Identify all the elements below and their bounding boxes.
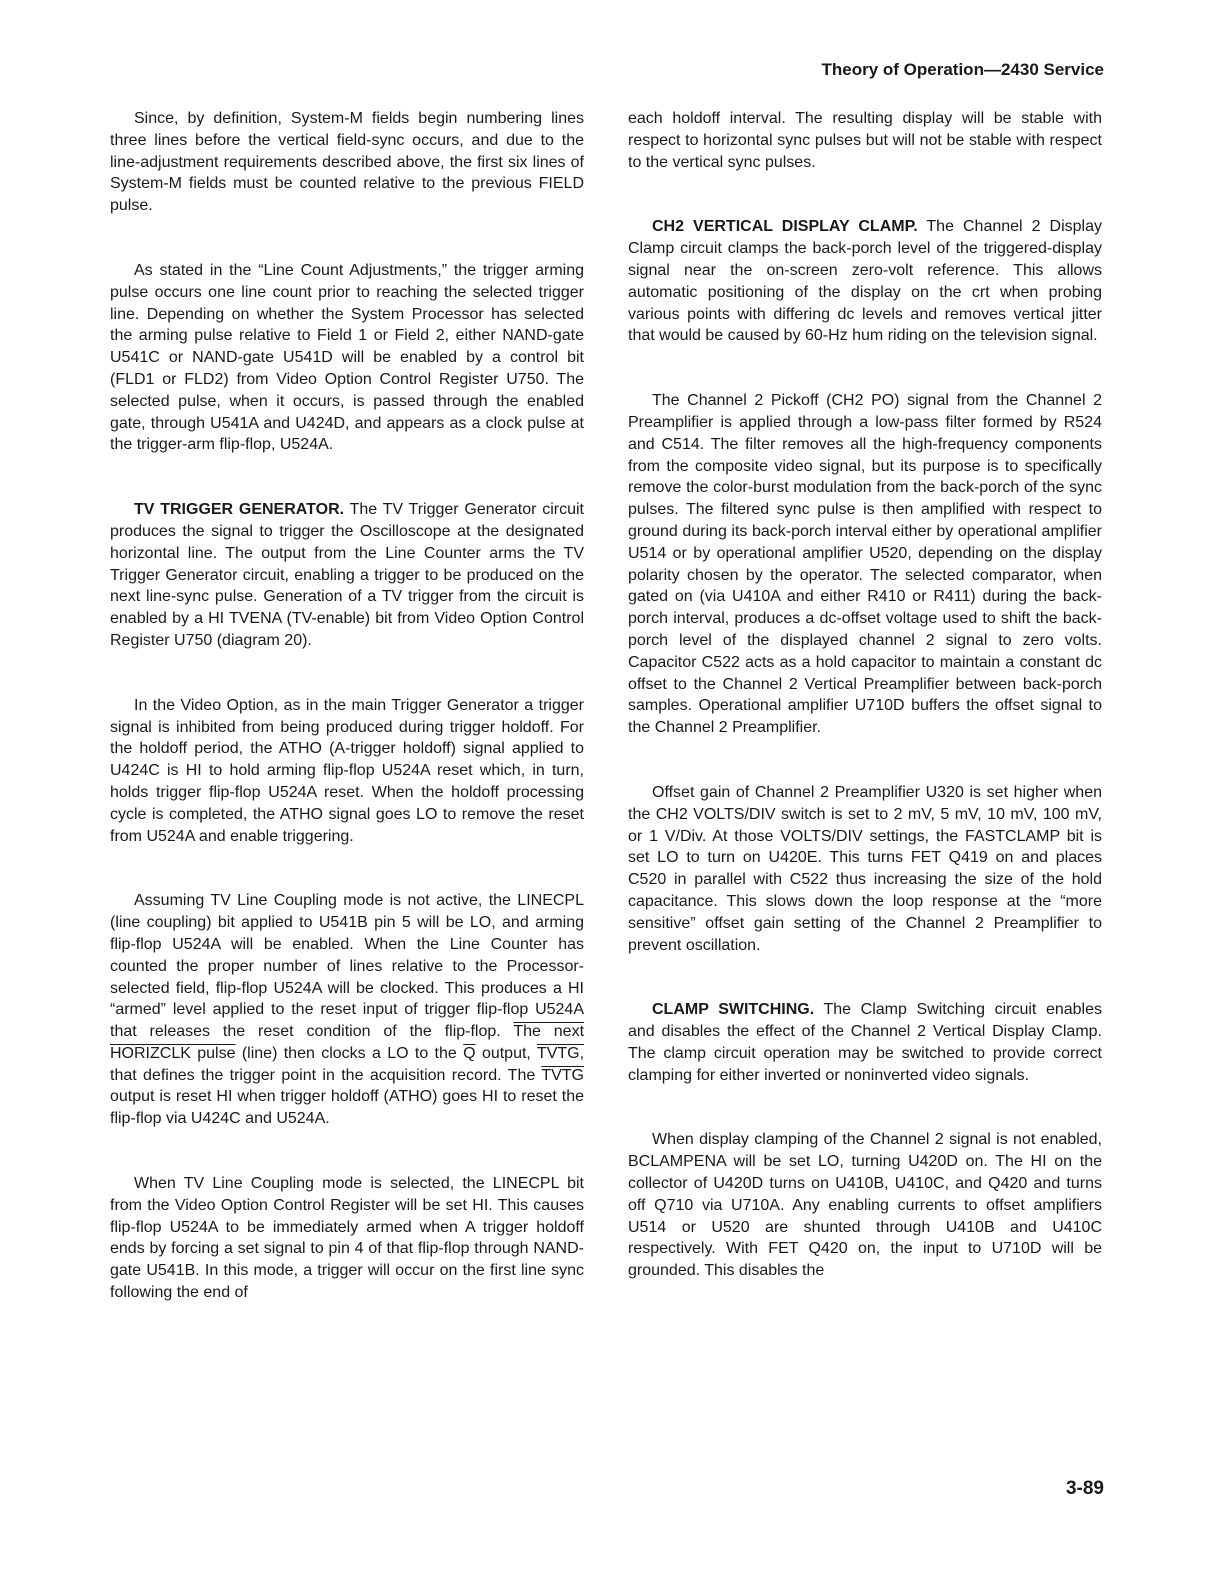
paragraph-line-coupling-inactive: [110, 890, 584, 1130]
paragraph-field-numbering: Since, by definition, System-M fields begin numbering lines three lines before the vertical field-sync occurs, and due to the line-adjustment requirements described above, the first six lines of System-M fields must be counted relative to the previous FIELD pulse.: [110, 110, 584, 215]
paragraph-holdoff-continued: each holdoff interval. The resulting display will be stable with respect to horizontal sync pulses but will not be stable with respect to the vertical sync pulses.: [628, 110, 1102, 171]
overlined-text: The next HORIZCLK pulse: [110, 1023, 585, 1062]
paragraph-body: The TV Trigger Generator circuit produces the signal to trigger the Oscilloscope at the designated horizontal line. The output from the Line Counter arms the TV Trigger Generator circuit, enabling a trigger to be produced on the next line-sync pulse. Generation of a TV trigger from the circuit is enabled by a HI TVENA (TV-enable) bit from Video Option Control Register U750 (diagram 20).: [110, 501, 584, 649]
page-header: Theory of Operation—2430 Service: [821, 60, 1104, 79]
paragraph-video-option-holdoff: In the Video Option, as in the main Trigger Generator a trigger signal is inhibited from being produced during trigger holdoff. For the holdoff period, the ATHO (A-trigger holdoff) signal applied to U424C is HI to hold arming flip-flop U524A reset which, in turn, holds trigger flip-flop U524A reset. When the holdoff processing cycle is completed, the ATHO signal goes LO to remove the reset from U524A and enable triggering.: [110, 696, 584, 845]
page-number: 3-89: [1065, 1478, 1104, 1499]
paragraph-ch2-pickoff: The Channel 2 Pickoff (CH2 PO) signal from the Channel 2 Preamplifier is applied through a low-pass filter formed by R524 and C514. The filter removes all the high-frequency components from the composite video signal, but its purpose is to specifically remove the color-burst modulation from the back-porch of the sync pulses. The filtered sync pulse is then amplified with respect to ground during its back-porch interval either by operational amplifier U514 or by operational amplifier U520, depending on the display polarity chosen by the operator. The selected comparator, when gated on (via U410A and either R410 or R411) during the back-porch interval, produces a dc-offset voltage used to shift the back-porch level of the displayed channel 2 signal to zero volts. Capacitor C522 acts as a hold capacitor to maintain a constant dc offset to the Channel 2 Vertical Preamplifier between back-porch samples. Operational amplifier U710D buffers the offset signal to the Channel 2 Preamplifier.: [628, 392, 1102, 737]
overlined-text: $\overline{Q}$: [463, 1044, 476, 1062]
paragraph-ch2-display-clamp: [628, 216, 1102, 347]
text-run: output,: [481, 1044, 531, 1062]
paragraph-line-coupling-selected: When TV Line Coupling mode is selected, the LINECPL bit from the Video Option Control Register will be set HI. This causes flip-flop U524A to be immediately armed when A trigger holdoff ends by forcing a set signal to pin 4 of that flip-flop through NAND-gate U541B. In this mode, a trigger will occur on the first line sync following the end of: [110, 1175, 584, 1302]
right-column: [628, 108, 1102, 1325]
text-run: Assuming TV Line Coupling mode is not active, the LINECPL (line coupling) bit applied to U541B pin 5 will be LO, and arming flip-flop U524A will be enabled. When the Line Counter has counted the proper number of lines relative to the Processor-selected field, flip-flop U524A will be clocked. This produces a HI “armed” level applied to the reset input of trigger flip-flop U524A that releases the reset condition of the flip-flop.: [110, 892, 584, 1041]
paragraph-tv-trigger-generator: [110, 499, 584, 652]
paragraph-body: The Clamp Switching circuit enables and disables the effect of the Channel 2 Vertical Display Clamp. The clamp circuit operation may be switched to provide correct clamping for either inverted or noninverted video signals.: [628, 1001, 1103, 1084]
text-run: output is reset HI when trigger holdoff (ATHO) goes HI to reset the flip-flop via U424C and U524A.: [110, 1088, 584, 1128]
section-heading-ch2-vertical-display-clamp: CH2 VERTICAL DISPLAY CLAMP.: [652, 218, 918, 236]
overlined-text: TVTG: [541, 1066, 584, 1084]
paragraph-body: The Channel 2 Display Clamp circuit clamps the back-porch level of the triggered-display signal near the on-screen zero-volt reference. This allows automatic positioning of the display on the crt when probing various points with differing dc levels and removes vertical jitter that would be caused by 60-Hz hum riding on the television signal.: [628, 218, 1103, 345]
text-run: (line) then clocks a LO to the: [241, 1044, 457, 1062]
paragraph-arming-pulse: As stated in the “Line Count Adjustments,” the trigger arming pulse occurs one line count prior to reaching the selected trigger line. Depending on whether the System Processor has selected the arming pulse relative to Field 1 or Field 2, either NAND-gate U541C or NAND-gate U541D will be enabled by a control bit (FLD1 or FLD2) from Video Option Control Register U750. The selected pulse, when it occurs, is passed through the enabled gate, through U541A and U424D, and appears as a clock pulse at the trigger-arm flip-flop, U524A.: [110, 261, 584, 454]
paragraph-clamp-switching: [628, 999, 1102, 1086]
paragraph-offset-gain: Offset gain of Channel 2 Preamplifier U320 is set higher when the CH2 VOLTS/DIV switch is set to 2 mV, 5 mV, 10 mV, 100 mV, or 1 V/Div. At those VOLTS/DIV settings, the FASTCLAMP bit is set LO to turn on U420E. This turns FET Q419 on and places C520 in parallel with C522 thus increasing the size of the hold capacitance. This slows down the loop response at the “more sensitive” offset gain setting of the Channel 2 Preamplifier to prevent oscillation.: [628, 783, 1102, 954]
section-heading-clamp-switching: CLAMP SWITCHING.: [652, 1001, 815, 1019]
text-run: that defines the trigger point in the acquisition record. The: [110, 1066, 536, 1084]
overlined-text: TVTG,: [536, 1044, 585, 1062]
section-heading-tv-trigger-generator: TV TRIGGER GENERATOR.: [134, 501, 345, 519]
paragraph-clamping-disabled: When display clamping of the Channel 2 signal is not enabled, BCLAMPENA will be set LO, turning U420D on. The HI on the collector of U420D turns on U410B, U410C, and Q420 and turns off Q710 via U710A. Any enabling currents to offset amplifiers U514 or U520 are shunted through U410B and U410C respectively. With FET Q420 on, the input to U710D will be grounded. This disables the: [628, 1131, 1102, 1280]
left-column: [110, 108, 584, 1347]
